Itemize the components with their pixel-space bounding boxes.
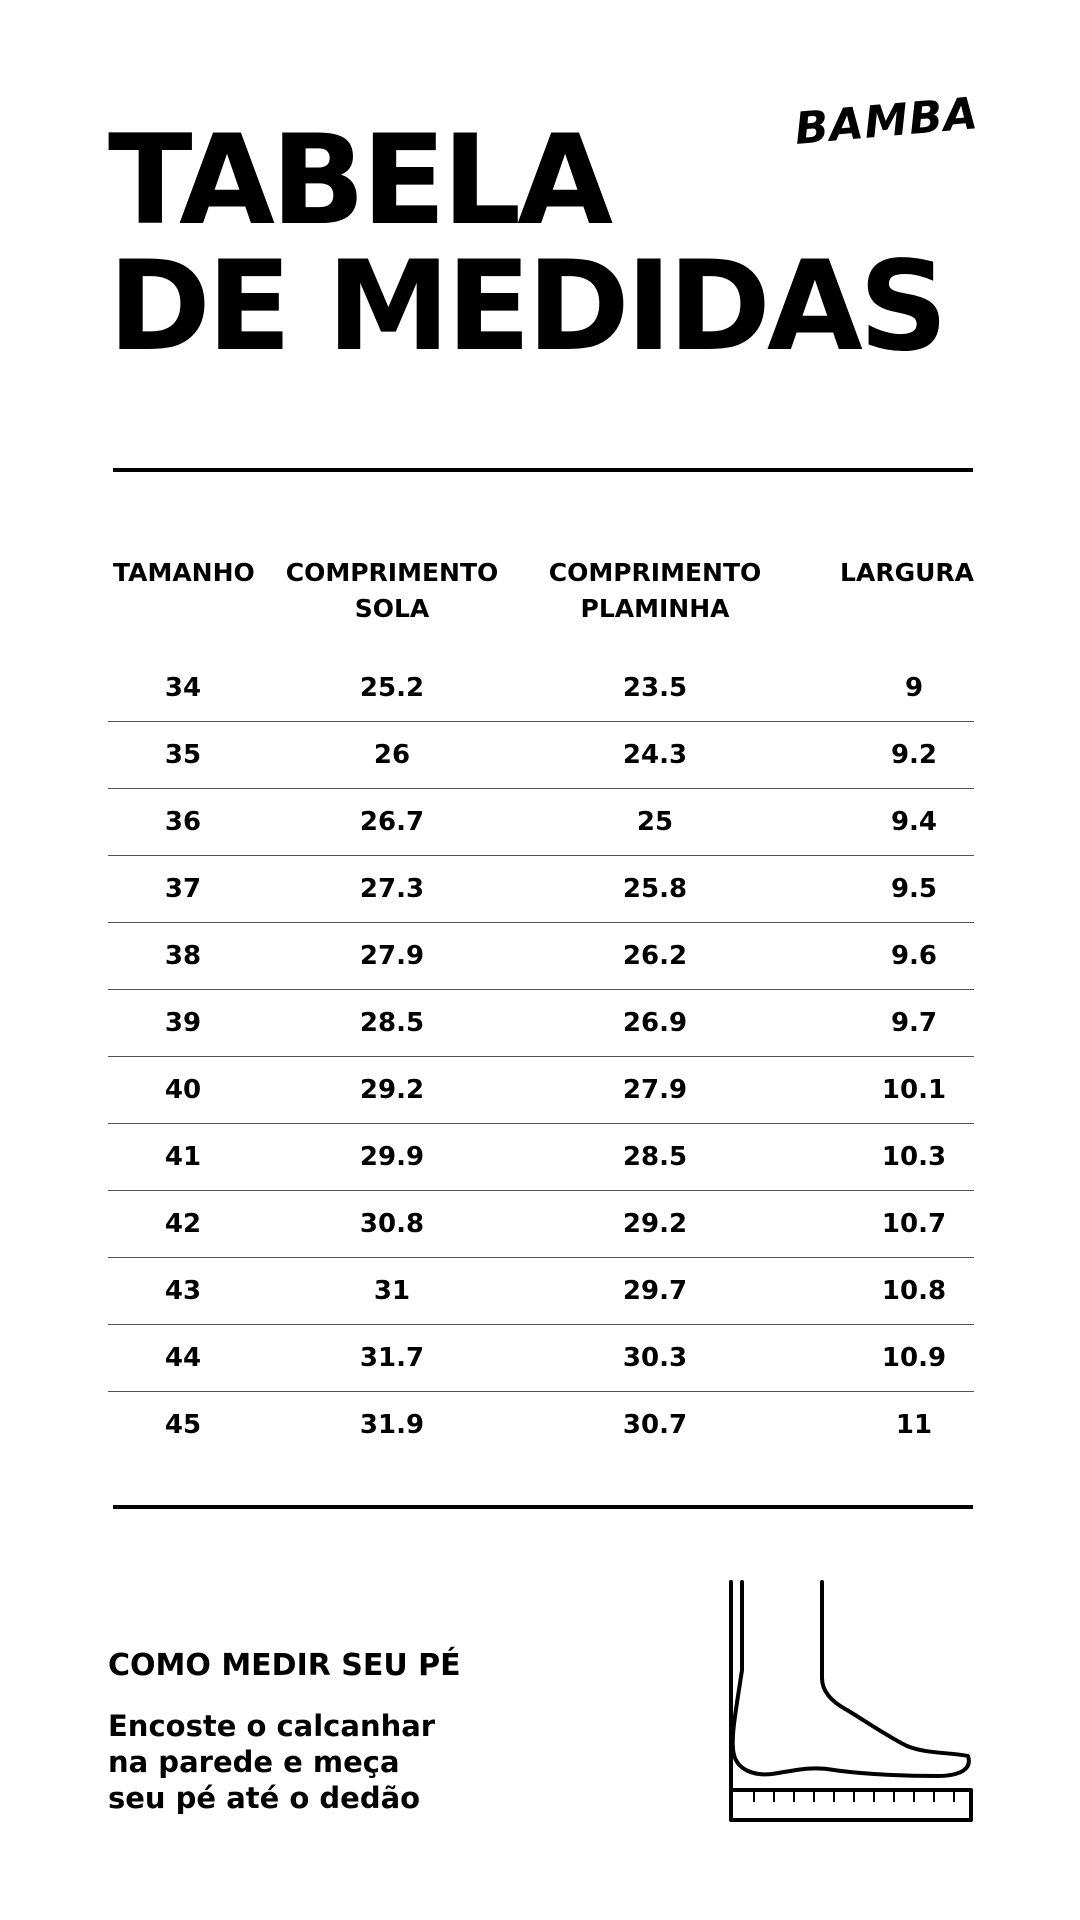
cell-largura: 11 xyxy=(895,1410,933,1440)
table-body xyxy=(108,655,974,1458)
cell-comprimento-sola: 27.3 xyxy=(359,874,425,904)
cell-comprimento-plaminha: 23.5 xyxy=(622,673,688,703)
cell-comprimento-plaminha: 28.5 xyxy=(622,1142,688,1172)
cell-comprimento-sola: 30.8 xyxy=(359,1209,425,1239)
cell-largura: 10.7 xyxy=(881,1209,947,1239)
cell-largura: 9.7 xyxy=(890,1008,938,1038)
table-header xyxy=(108,555,974,655)
cell-comprimento-sola: 29.2 xyxy=(359,1075,425,1105)
header-largura: LARGURA xyxy=(840,558,974,587)
foot-measure-icon xyxy=(722,1580,974,1824)
cell-comprimento-plaminha: 24.3 xyxy=(622,740,688,770)
page-title-line-2: DE MEDIDAS xyxy=(108,235,945,379)
cell-tamanho: 37 xyxy=(164,874,202,904)
cell-largura: 10.3 xyxy=(881,1142,947,1172)
table-row xyxy=(108,1124,974,1191)
table-row xyxy=(108,1258,974,1325)
header-comprimento-plaminha: COMPRIMENTO PLAMINHA xyxy=(548,558,762,623)
cell-largura: 9.5 xyxy=(890,874,938,904)
cell-tamanho: 43 xyxy=(164,1276,202,1306)
table-row xyxy=(108,856,974,923)
cell-tamanho: 44 xyxy=(164,1343,202,1373)
cell-largura: 9.4 xyxy=(890,807,938,837)
table-row xyxy=(108,1191,974,1258)
cell-comprimento-sola: 25.2 xyxy=(359,673,425,703)
table-row xyxy=(108,1392,974,1458)
cell-comprimento-plaminha: 30.7 xyxy=(622,1410,688,1440)
table-row xyxy=(108,1057,974,1124)
cell-tamanho: 35 xyxy=(164,740,202,770)
cell-comprimento-sola: 29.9 xyxy=(359,1142,425,1172)
cell-comprimento-sola: 31.7 xyxy=(359,1343,425,1373)
cell-comprimento-sola: 27.9 xyxy=(359,941,425,971)
table-row xyxy=(108,923,974,990)
cell-largura: 9.6 xyxy=(890,941,938,971)
cell-comprimento-plaminha: 26.2 xyxy=(622,941,688,971)
cell-comprimento-sola: 26 xyxy=(373,740,411,770)
cell-comprimento-plaminha: 29.7 xyxy=(622,1276,688,1306)
cell-largura: 9 xyxy=(904,673,924,703)
cell-comprimento-plaminha: 30.3 xyxy=(622,1343,688,1373)
how-to-measure-instructions: Encoste o calcanhar na parede e meça seu pé até o dedão xyxy=(108,1709,436,1815)
cell-comprimento-plaminha: 29.2 xyxy=(622,1209,688,1239)
cell-comprimento-plaminha: 25 xyxy=(636,807,674,837)
brand-logo: BAMBA xyxy=(792,88,981,155)
bottom-divider xyxy=(113,1505,973,1509)
cell-largura: 10.8 xyxy=(881,1276,947,1306)
cell-tamanho: 39 xyxy=(164,1008,202,1038)
table-row xyxy=(108,1325,974,1392)
cell-largura: 9.2 xyxy=(890,740,938,770)
cell-tamanho: 34 xyxy=(164,673,202,703)
table-row xyxy=(108,722,974,789)
cell-comprimento-plaminha: 27.9 xyxy=(622,1075,688,1105)
cell-tamanho: 38 xyxy=(164,941,202,971)
header-tamanho: TAMANHO xyxy=(113,558,255,587)
cell-comprimento-sola: 28.5 xyxy=(359,1008,425,1038)
cell-comprimento-plaminha: 25.8 xyxy=(622,874,688,904)
size-table xyxy=(108,555,974,1458)
table-row xyxy=(108,990,974,1057)
cell-comprimento-plaminha: 26.9 xyxy=(622,1008,688,1038)
cell-largura: 10.1 xyxy=(881,1075,947,1105)
page-title-line-1: TABELA xyxy=(108,109,610,253)
how-to-measure-title: COMO MEDIR SEU PÉ xyxy=(108,1648,461,1683)
cell-tamanho: 45 xyxy=(164,1410,202,1440)
table-row xyxy=(108,655,974,722)
cell-tamanho: 40 xyxy=(164,1075,202,1105)
table-row xyxy=(108,789,974,856)
cell-tamanho: 36 xyxy=(164,807,202,837)
cell-tamanho: 41 xyxy=(164,1142,202,1172)
cell-comprimento-sola: 26.7 xyxy=(359,807,425,837)
cell-comprimento-sola: 31.9 xyxy=(359,1410,425,1440)
cell-tamanho: 42 xyxy=(164,1209,202,1239)
header-comprimento-sola: COMPRIMENTO SOLA xyxy=(285,558,499,623)
cell-comprimento-sola: 31 xyxy=(373,1276,411,1306)
cell-largura: 10.9 xyxy=(881,1343,947,1373)
top-divider xyxy=(113,468,973,472)
